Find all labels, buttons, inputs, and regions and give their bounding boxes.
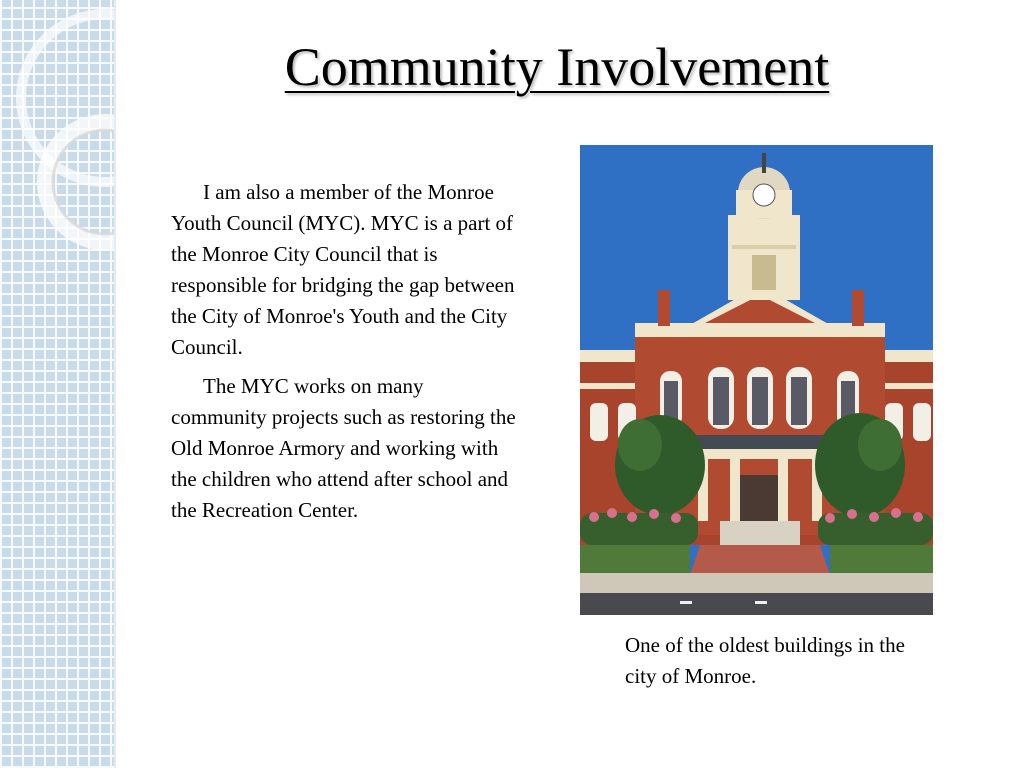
paragraph-myc-projects: The MYC works on many community projects such as restoring the Old Monroe Armory and working with the children who attend after school and the Recreation Center. <box>171 374 516 522</box>
courthouse-photo <box>580 145 933 615</box>
paragraph-myc-membership: I am also a member of the Monroe Youth Council (MYC). MYC is a part of the Monroe City Council that is responsible for bridging the gap between the City of Monroe's Youth and the City Council. <box>171 180 515 359</box>
sidebar-circles-decoration <box>0 0 114 768</box>
image-caption: One of the oldest buildings in the city of Monroe. <box>625 633 905 688</box>
slide-title: Community Involvement <box>284 37 830 97</box>
body-text <box>171 177 523 534</box>
decorative-sidebar <box>0 0 116 768</box>
